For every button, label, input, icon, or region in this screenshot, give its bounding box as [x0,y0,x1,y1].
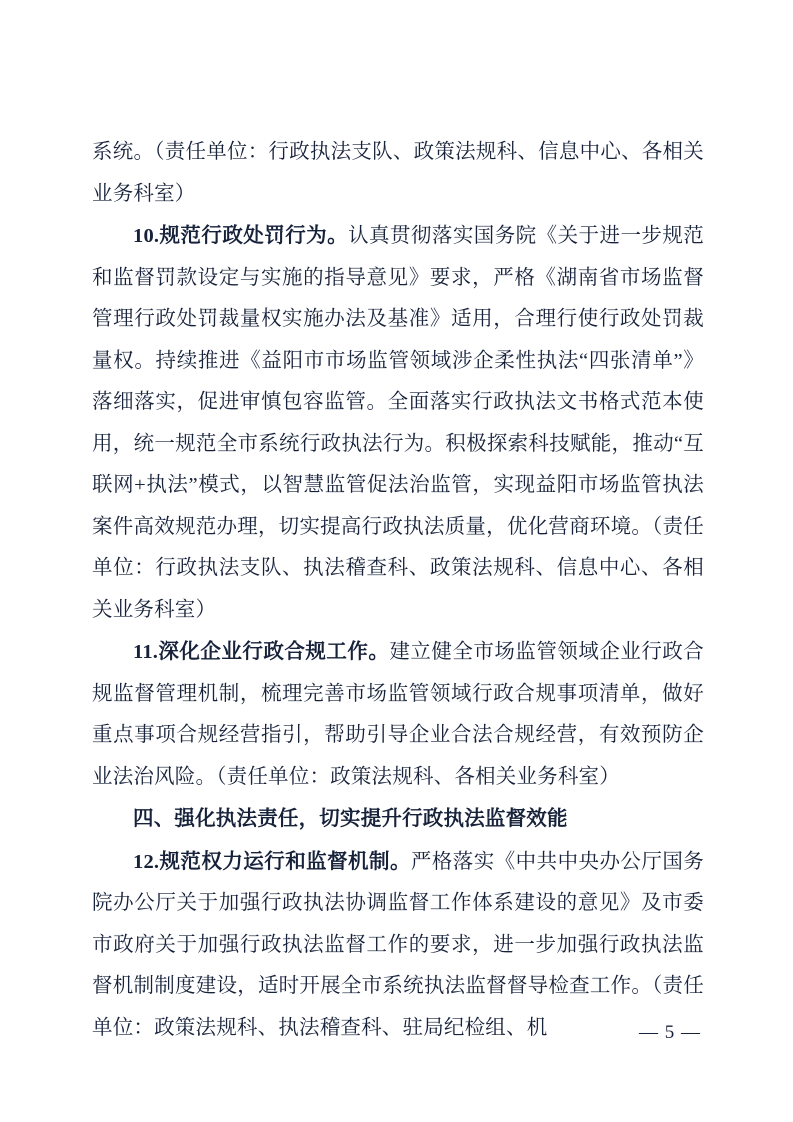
paragraph-continued [92,132,704,215]
section-heading-4 [92,799,704,841]
paragraph-lead-11: 11.深化企业行政合规工作。 [133,641,390,663]
paragraph-item-11 [92,632,704,798]
section-heading-text: 四、强化执法责任，切实提升行政执法监督效能 [133,808,568,830]
paragraph-text: 系统。（责任单位：行政执法支队、政策法规科、信息中心、各相关业务科室） [92,141,704,205]
paragraph-lead-10: 10.规范行政处罚行为。 [133,225,349,247]
paragraph-text-10: 认真贯彻落实国务院《关于进一步规范和监督罚款设定与实施的指导意见》要求，严格《湖南省市场监督管理行政处罚裁量权实施办法及基准》适用，合理行使行政处罚裁量权。持续推进《益阳市市场监管领域涉企柔性执法“四张清单”》落细落实，促进审慎包容监管。全面落实行政执法文书格式范本使用，统一规范全市系统行政执法行为。积极探索科技赋能，推动“互联网+执法”模式，以智慧监管促法治监管，实现益阳市场监管执法案件高效规范办理，切实提高行政执法质量，优化营商环境。（责任单位：行政执法支队、执法稽查科、政策法规科、信息中心、各相关业务科室） [92,225,704,621]
paragraph-item-12 [92,842,704,1050]
paragraph-item-10 [92,216,704,631]
page-number: — 5 — [639,1022,701,1043]
paragraph-text-11: 建立健全市场监管领域企业行政合规监督管理机制，梳理完善市场监管领域行政合规事项清单，做好重点事项合规经营指引，帮助引导企业合法合规经营，有效预防企业法治风险。（责任单位：政策法规科、各相关业务科室） [92,641,705,788]
paragraph-text-12: 严格落实《中共中央办公厅国务院办公厅关于加强行政执法协调监督工作体系建设的意见》及市委市政府关于加强行政执法监督工作的要求，进一步加强行政执法监督机制制度建设，适时开展全市系统执法监督督导检查工作。（责任单位：政策法规科、执法稽查科、驻局纪检组、机 [92,850,704,1039]
document-body [92,132,704,1049]
paragraph-lead-12: 12.规范权力运行和监督机制。 [133,850,411,873]
